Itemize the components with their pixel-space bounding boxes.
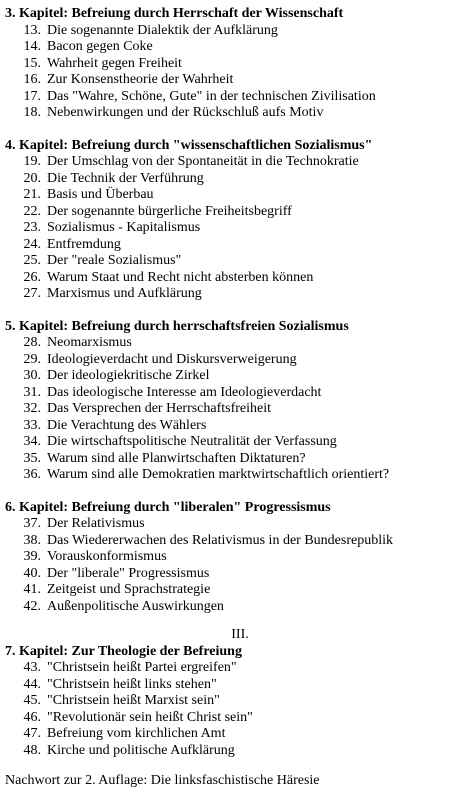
entry-title: Der Umschlag von der Spontaneität in die Technokratie	[47, 154, 359, 169]
toc-entry	[5, 385, 467, 402]
entry-title: Die wirtschaftspolitische Neutralität der Verfassung	[47, 434, 337, 449]
toc-entry	[5, 516, 467, 533]
toc-entry	[5, 660, 467, 677]
toc-entry	[5, 72, 467, 89]
entry-title: Bacon gegen Coke	[47, 39, 153, 54]
entry-number: 21.	[23, 187, 41, 202]
entry-title: Warum sind alle Demokratien marktwirtschaftlich orientiert?	[47, 467, 390, 482]
entry-title: Das ideologische Interesse am Ideologieverdacht	[47, 384, 322, 400]
chapter-list	[5, 6, 467, 615]
toc-entry	[5, 726, 467, 743]
toc-entry	[5, 451, 467, 468]
toc-entry	[5, 187, 467, 204]
toc-entry	[5, 401, 467, 418]
toc-entry	[5, 335, 467, 352]
entry-number: 42.	[23, 598, 41, 614]
chapter-title: 4. Kapitel: Befreiung durch "wissenschaftlichen Sozialismus"	[5, 137, 373, 153]
chapter-section	[5, 319, 467, 484]
entry-title: Warum Staat und Recht nicht absterben können	[47, 269, 314, 285]
entry-title: Zur Konsenstheorie der Wahrheit	[47, 72, 234, 87]
afterword: Nachwort zur 2. Auflage: Die linksfaschistische Häresie	[5, 773, 320, 788]
chapter-title: 5. Kapitel: Befreiung durch herrschaftsfreien Sozialismus	[5, 318, 349, 334]
entry-title: "Christsein heißt links stehen"	[47, 676, 217, 692]
entry-number: 22.	[23, 203, 41, 219]
entry-number: 14.	[23, 39, 41, 54]
entry-number: 19.	[23, 154, 41, 169]
entry-title: Die sogenannte Dialektik der Aufklärung	[47, 22, 278, 38]
entry-number: 34.	[23, 434, 41, 449]
entry-title: Außenpolitische Auswirkungen	[47, 598, 224, 614]
entry-title: Entfremdung	[47, 236, 121, 252]
toc-entry	[5, 89, 467, 106]
toc-entry	[5, 270, 467, 287]
entry-number: 26.	[23, 269, 41, 285]
entry-number: 48.	[23, 742, 41, 758]
chapter-title: 7. Kapitel: Zur Theologie der Befreiung	[5, 643, 242, 659]
entry-title: Das "Wahre, Schöne, Gute" in der technischen Zivilisation	[47, 88, 376, 104]
entry-number: 13.	[23, 22, 41, 38]
toc-entry	[5, 204, 467, 221]
entry-title: Der "reale Sozialismus"	[47, 253, 182, 268]
entry-number: 28.	[23, 335, 41, 350]
part-marker: III.	[231, 627, 249, 642]
entry-title: Kirche und politische Aufklärung	[47, 742, 235, 758]
toc-entry	[5, 710, 467, 727]
entry-number: 27.	[23, 286, 41, 301]
entry-number: 24.	[23, 236, 41, 252]
entry-number: 35.	[23, 450, 41, 466]
entry-title: Neomarxismus	[47, 335, 132, 350]
entry-title: Basis und Überbau	[47, 187, 154, 202]
entry-title: Vorauskonformismus	[47, 549, 167, 564]
entry-title: Warum sind alle Planwirtschaften Diktaturen?	[47, 450, 306, 466]
entry-number: 47.	[23, 726, 41, 741]
entry-number: 32.	[23, 401, 41, 416]
entry-number: 17.	[23, 88, 41, 104]
chapter-section	[5, 138, 467, 303]
entry-number: 16.	[23, 72, 41, 87]
entry-number: 40.	[23, 565, 41, 581]
chapter-entry-list	[5, 660, 467, 759]
entry-title: Der "liberale" Progressismus	[47, 565, 210, 581]
entry-number: 29.	[23, 351, 41, 367]
entry-number: 46.	[23, 709, 41, 725]
toc-entry	[5, 39, 467, 56]
toc-entry	[5, 677, 467, 694]
toc-entry	[5, 368, 467, 385]
toc-entry	[5, 171, 467, 188]
entry-number: 44.	[23, 676, 41, 692]
entry-number: 45.	[23, 693, 41, 708]
entry-number: 37.	[23, 516, 41, 531]
toc-entry	[5, 743, 467, 760]
entry-title: "Revolutionär sein heißt Christ sein"	[47, 709, 253, 725]
toc-entry	[5, 154, 467, 171]
entry-title: Zeitgeist und Sprachstrategie	[47, 582, 211, 597]
chapter-7	[5, 644, 467, 760]
entry-title: Der Relativismus	[47, 516, 145, 531]
table-of-contents	[5, 6, 467, 790]
toc-entry	[5, 549, 467, 566]
toc-entry	[5, 418, 467, 435]
toc-entry	[5, 237, 467, 254]
toc-entry	[5, 253, 467, 270]
entry-number: 20.	[23, 170, 41, 186]
entry-title: Die Verachtung des Wählers	[47, 417, 207, 433]
toc-entry	[5, 105, 467, 122]
toc-entry	[5, 434, 467, 451]
entry-title: "Christsein heißt Marxist sein"	[47, 693, 220, 708]
entry-title: Das Versprechen der Herrschaftsfreiheit	[47, 401, 272, 416]
entry-number: 36.	[23, 467, 41, 482]
entry-title: Ideologieverdacht und Diskursverweigerung	[47, 351, 297, 367]
toc-entry	[5, 693, 467, 710]
entry-number: 39.	[23, 549, 41, 564]
entry-number: 30.	[23, 368, 41, 383]
chapter-section	[5, 6, 467, 122]
entry-number: 18.	[23, 105, 41, 120]
entry-title: Wahrheit gegen Freiheit	[47, 55, 182, 71]
entry-number: 41.	[23, 582, 41, 597]
entry-number: 15.	[23, 55, 41, 71]
entry-number: 23.	[23, 220, 41, 235]
entry-number: 31.	[23, 384, 41, 400]
toc-entry	[5, 286, 467, 303]
toc-entry	[5, 582, 467, 599]
chapter-title: 6. Kapitel: Befreiung durch "liberalen" Progressismus	[5, 499, 331, 515]
chapter-section	[5, 500, 467, 616]
entry-number: 25.	[23, 253, 41, 268]
entry-number: 43.	[23, 660, 41, 675]
toc-entry	[5, 220, 467, 237]
entry-title: "Christsein heißt Partei ergreifen"	[47, 660, 237, 675]
entry-title: Sozialismus - Kapitalismus	[47, 220, 201, 235]
toc-entry	[5, 352, 467, 369]
toc-entry	[5, 467, 467, 484]
toc-entry	[5, 533, 467, 550]
toc-entry	[5, 566, 467, 583]
entry-number: 33.	[23, 417, 41, 433]
entry-title: Marxismus und Aufklärung	[47, 286, 202, 301]
entry-title: Der sogenannte bürgerliche Freiheitsbegriff	[47, 203, 292, 219]
entry-title: Nebenwirkungen und der Rückschluß aufs Motiv	[47, 105, 324, 120]
toc-entry	[5, 599, 467, 616]
toc-entry	[5, 56, 467, 73]
entry-title: Der ideologiekritische Zirkel	[47, 368, 210, 383]
entry-number: 38.	[23, 532, 41, 548]
entry-title: Befreiung vom kirchlichen Amt	[47, 726, 226, 741]
chapter-title: 3. Kapitel: Befreiung durch Herrschaft der Wissenschaft	[5, 6, 344, 21]
toc-entry	[5, 23, 467, 40]
entry-title: Die Technik der Verführung	[47, 170, 204, 186]
entry-title: Das Wiedererwachen des Relativismus in der Bundesrepublik	[47, 532, 393, 548]
